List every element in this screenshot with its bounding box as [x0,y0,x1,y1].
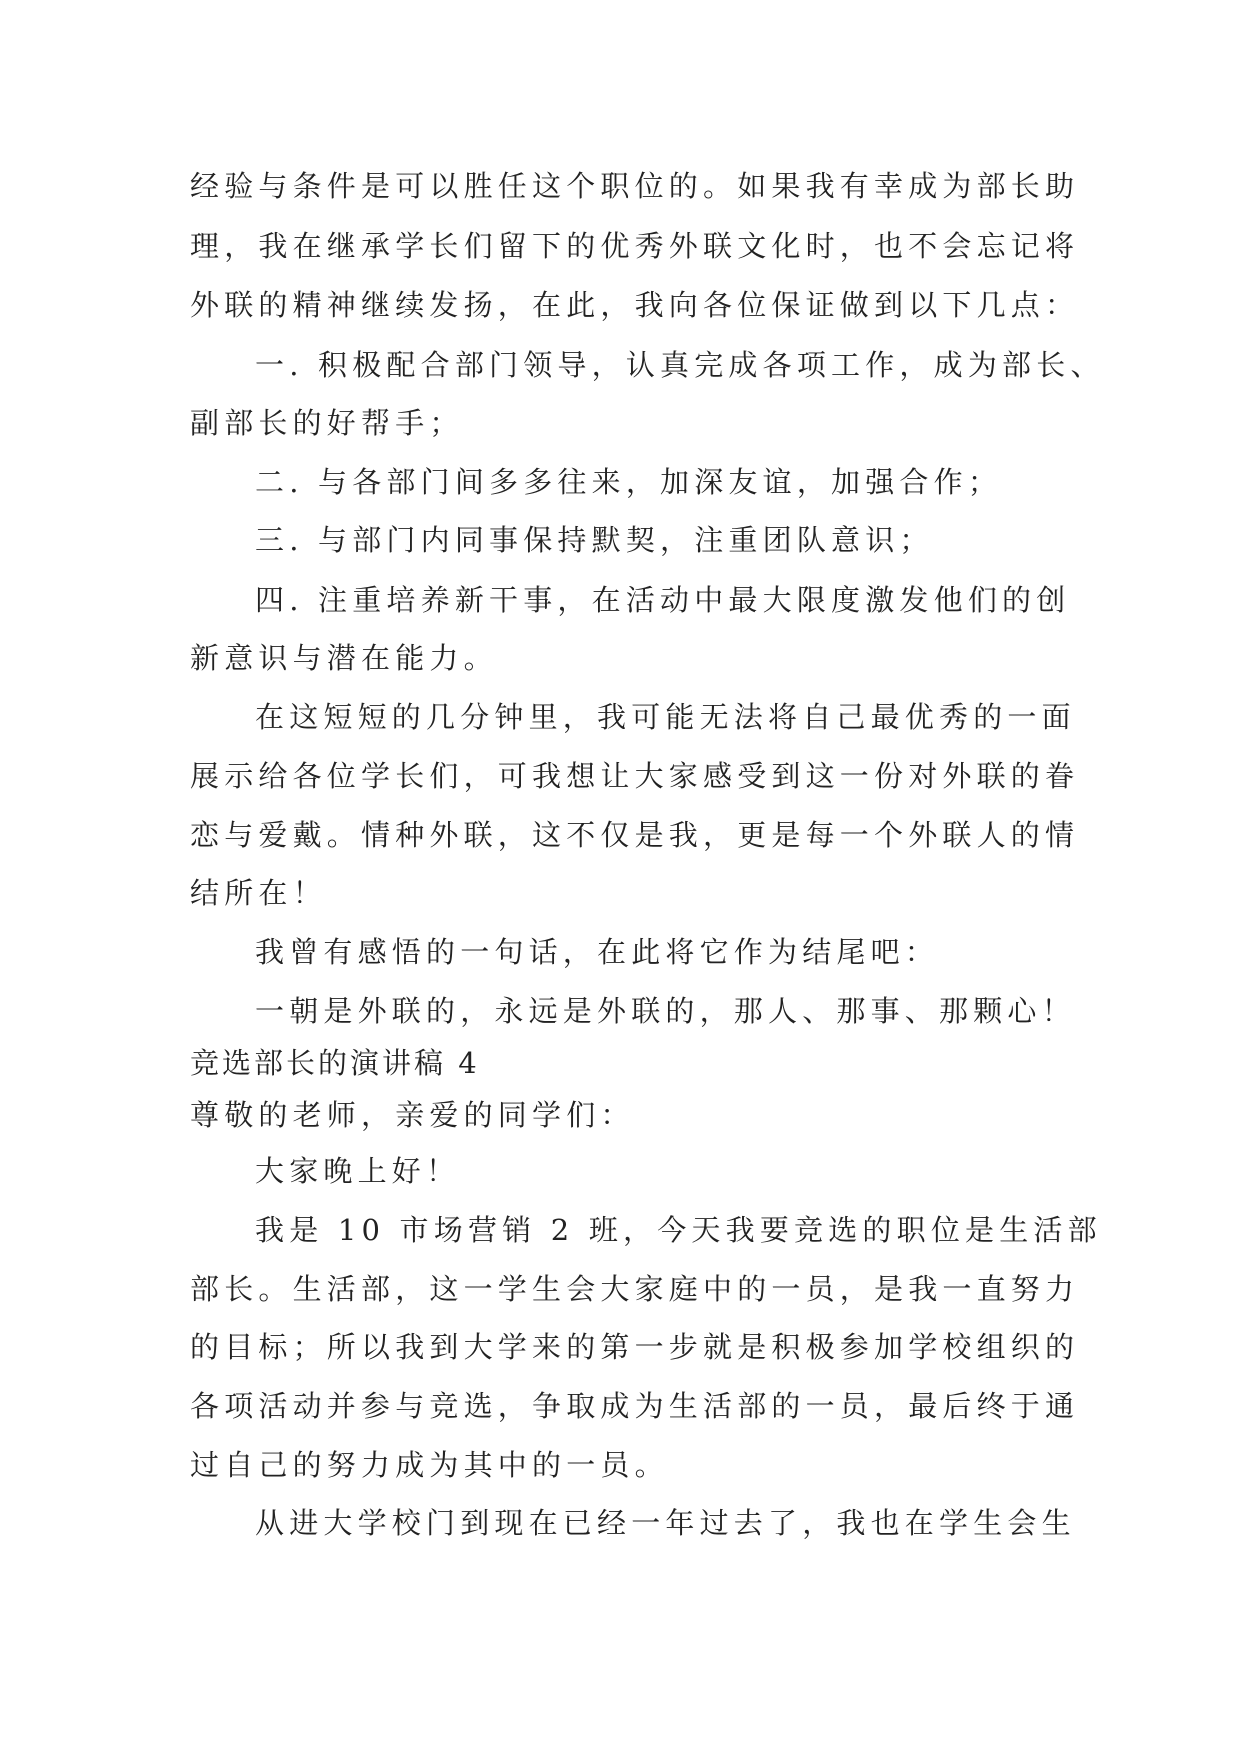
paragraph-line: 我曾有感悟的一句话，在此将它作为结尾吧： [255,935,940,969]
paragraph-line: 在这短短的几分钟里，我可能无法将自己最优秀的一面 [255,700,1076,734]
paragraph-line: 部长。生活部，这一学生会大家庭中的一员，是我一直努力 [190,1272,1080,1306]
paragraph-line: 一朝是外联的，永远是外联的，那人、那事、那颗心！ [255,994,1076,1028]
paragraph-line: 各项活动并参与竞选，争取成为生活部的一员，最后终于通 [190,1389,1080,1423]
paragraph-line: 恋与爱戴。情种外联，这不仅是我，更是每一个外联人的情 [190,818,1080,852]
paragraph-line: 经验与条件是可以胜任这个职位的。如果我有幸成为部长助 [190,169,1080,203]
paragraph-line: 从进大学校门到现在已经一年过去了，我也在学生会生 [255,1506,1076,1540]
paragraph-line: 我是 10 市场营销 2 班，今天我要竞选的职位是生活部 [255,1213,1102,1247]
list-item-3: 三. 与部门内同事保持默契，注重团队意识； [255,523,934,557]
salutation: 尊敬的老师，亲爱的同学们： [190,1098,635,1132]
paragraph-line: 外联的精神继续发扬，在此，我向各位保证做到以下几点： [190,288,1080,322]
paragraph-line: 理，我在继承学长们留下的优秀外联文化时，也不会忘记将 [190,229,1080,263]
list-item-2: 二. 与各部门间多多往来，加深友谊，加强合作； [255,465,1003,499]
list-item-4: 四. 注重培养新干事，在活动中最大限度激发他们的创 [255,583,1071,617]
paragraph-line: 副部长的好帮手； [190,406,464,440]
paragraph-line: 展示给各位学长们，可我想让大家感受到这一份对外联的眷 [190,759,1080,793]
list-item-1: 一. 积极配合部门领导，认真完成各项工作，成为部长、 [255,348,1105,382]
greeting: 大家晚上好！ [255,1154,461,1188]
paragraph-line: 新意识与潜在能力。 [190,641,498,675]
paragraph-line: 结所在！ [190,876,327,910]
paragraph-line: 的目标；所以我到大学来的第一步就是积极参加学校组织的 [190,1330,1080,1364]
paragraph-line: 过自己的努力成为其中的一员。 [190,1448,669,1482]
section-heading: 竞选部长的演讲稿 4 [190,1046,480,1080]
